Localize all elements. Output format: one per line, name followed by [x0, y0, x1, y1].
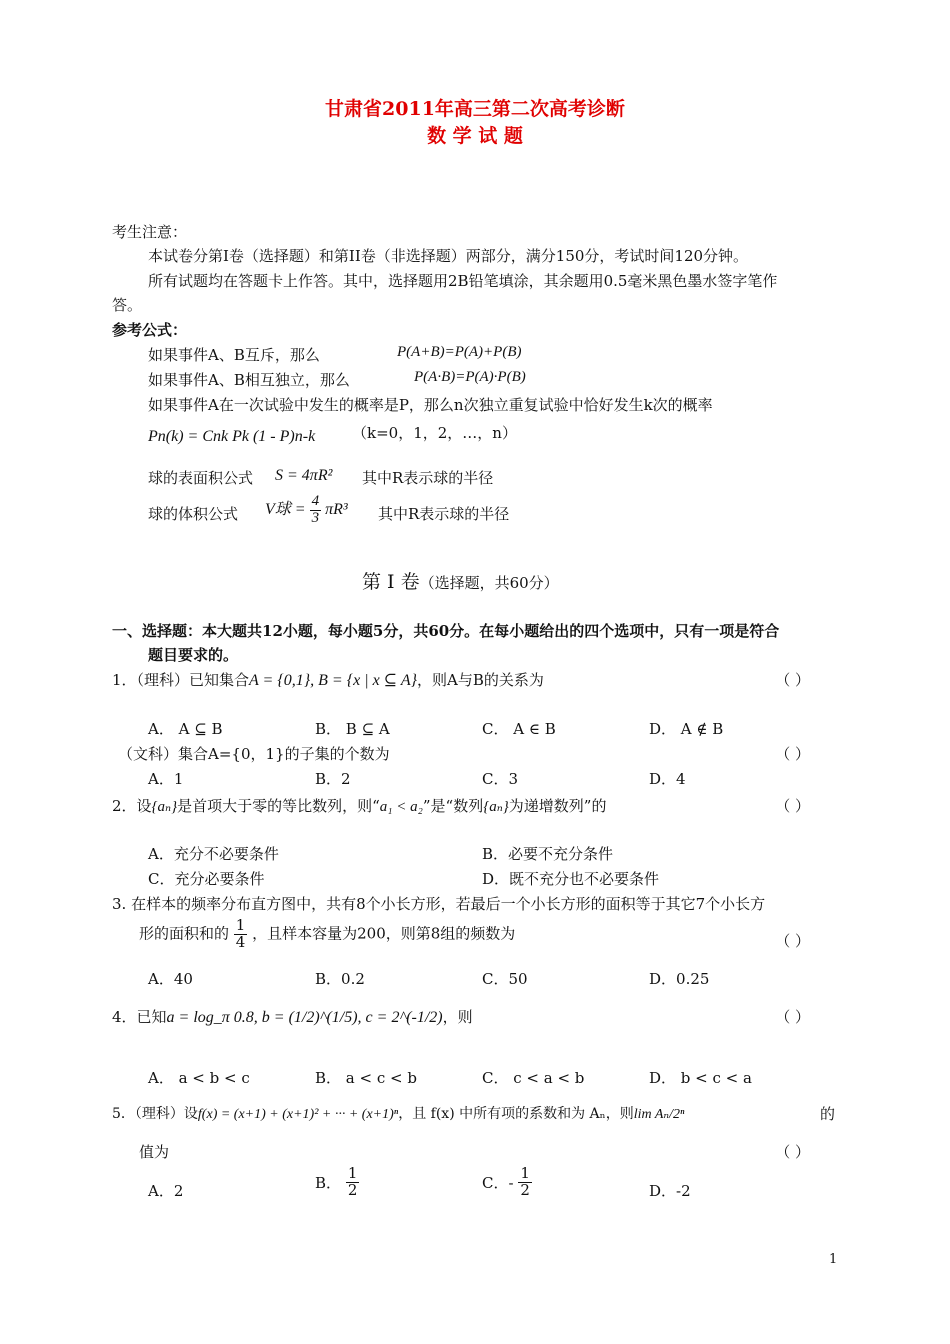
q5-option-b [315, 1166, 359, 1199]
q5-option-c-label: C．- [482, 1173, 514, 1192]
q3-line2-pre: 形的面积和的 [139, 924, 230, 943]
q2-seq-2: {aₙ} [483, 799, 509, 815]
q5-option-b-num: 1 [347, 1164, 358, 1182]
formulas-label: 参考公式： [112, 321, 188, 339]
q2-stem [112, 795, 606, 816]
notice-line1: 本试卷分第I卷（选择题）和第II卷（非选择题）两部分，满分150分，考试时间120分钟。 [148, 247, 749, 265]
formula3-note: （k=0，1，2，…，n） [352, 424, 517, 442]
q5-stem-pre: 5．（理科）设 [112, 1106, 198, 1122]
q2-cond: a₁ < a₂ [379, 799, 423, 815]
notice-label: 考生注意： [112, 223, 188, 241]
q5-option-a: A．2 [148, 1182, 184, 1200]
formula2-math: P(A·B)=P(A)·P(B) [414, 369, 526, 385]
q3-option-d: D．0.25 [649, 970, 710, 988]
q1-stem [112, 669, 544, 690]
q2-stem-mid2: ”是“数列 [422, 797, 484, 815]
q4-option-b: B． a < c < b [315, 1069, 417, 1087]
q1w-option-b: B．2 [315, 770, 351, 788]
q2-answer-paren: （ ） [775, 797, 810, 815]
formula4-text: 球的表面积公式 [148, 469, 254, 487]
q5-stem-lim: lim Aₙ/2ⁿ [633, 1107, 685, 1122]
q5-option-c-den: 2 [520, 1180, 530, 1199]
q2-option-c: C．充分必要条件 [148, 870, 265, 888]
notice-line2a: 所有试题均在答题卡上作答。其中，选择题用2B铅笔填涂，其余题用0.5毫米黑色墨水签字笔作 [148, 272, 778, 290]
q1w-option-a: A．1 [148, 770, 184, 788]
q3-fraction [234, 918, 248, 951]
q3-line2-post: ，且样本容量为200，则第8组的频数为 [252, 924, 516, 943]
q2-stem-pre: 2．设 [112, 797, 152, 815]
q3-answer-paren: （ ） [775, 932, 810, 950]
q3-option-b: B．0.2 [315, 970, 365, 988]
q5-stem-post: 的 [820, 1105, 836, 1123]
formula3-math: Pn(k) = Cnk Pk (1 - P)n-k [148, 428, 316, 445]
q1-stem-post: ，则A与B的关系为 [416, 671, 544, 689]
q4-option-a: A． a < b < c [148, 1069, 250, 1087]
q1-option-b: B． B ⊆ A [315, 720, 390, 738]
formula1-math: P(A+B)=P(A)+P(B) [397, 344, 522, 360]
section-title [362, 567, 559, 594]
formula5-fraction [310, 494, 322, 527]
formula5-math-post: πR³ [325, 500, 348, 518]
q4-stem-pre: 4．已知 [112, 1008, 167, 1026]
q2-option-a: A．充分不必要条件 [148, 845, 279, 863]
q3-line1: 3. 在样本的频率分布直方图中，共有8个小长方形，若最后一个小长方形的面积等于其它7个小长方 [112, 895, 766, 913]
formula5-frac-den: 3 [311, 509, 320, 526]
q1w-stem: （文科）集合A={0，1}的子集的个数为 [118, 745, 390, 763]
q5-option-c [482, 1166, 532, 1199]
q3-line2 [139, 918, 515, 951]
q4-option-d: D． b < c < a [649, 1069, 752, 1087]
formula5-math-pre: V球 = [265, 500, 306, 518]
q4-stem-math: a = log_π 0.8, b = (1/2)^(1/5), c = 2^(-1/2) [166, 1009, 443, 1026]
q3-option-c: C．50 [482, 970, 528, 988]
q3-frac-num: 1 [235, 916, 246, 934]
page-number: 1 [829, 1252, 838, 1267]
q1-option-a: A． A ⊆ B [148, 720, 223, 738]
q1w-option-c: C．3 [482, 770, 519, 788]
q5-stem-mid: ，且 f(x) 中所有项的系数和为 Aₙ，则 [398, 1106, 634, 1122]
q2-option-b: B．必要不充分条件 [482, 845, 614, 863]
formula5-frac-num: 4 [311, 493, 320, 509]
q5-option-c-num: 1 [520, 1164, 530, 1182]
part1-heading-line2: 题目要求的。 [148, 646, 239, 664]
q2-stem-post: 为递增数列”的 [508, 797, 607, 815]
q4-stem-post: ，则 [442, 1008, 473, 1026]
q5-option-b-den: 2 [347, 1180, 358, 1199]
q4-option-c: C． c < a < b [482, 1069, 585, 1087]
section-title-main: 第 I 卷 [362, 571, 420, 593]
q3-frac-den: 4 [235, 932, 246, 951]
title-line2: 数 学 试 题 [427, 125, 523, 147]
section-subtitle: （选择题，共60分） [419, 574, 559, 592]
q4-answer-paren: （ ） [775, 1008, 810, 1026]
q1w-option-d: D．4 [649, 770, 686, 788]
q1-answer-paren: （ ） [775, 671, 810, 689]
q1-stem-math: A = {0,1}, B = {x | x ⊆ A} [249, 672, 417, 689]
q1-option-c: C． A ∈ B [482, 720, 556, 738]
q5-option-c-fraction [518, 1166, 532, 1199]
notice-line2b: 答。 [112, 296, 143, 314]
q5-option-b-fraction [346, 1166, 360, 1199]
formula2-text: 如果事件A、B相互独立，那么 [148, 371, 350, 389]
q5-stem [112, 1103, 684, 1123]
formula5-note: 其中R表示球的半径 [378, 505, 510, 523]
title-line1: 甘肃省2011年高三第二次高考诊断 [325, 98, 625, 120]
q5-option-b-label: B． [315, 1173, 342, 1192]
q4-stem [112, 1006, 473, 1027]
q2-stem-mid1: 是首项大于零的等比数列，则“ [177, 797, 380, 815]
q2-option-d: D．既不充分也不必要条件 [482, 870, 660, 888]
q3-option-a: A．40 [148, 970, 193, 988]
q1-option-d: D． A ∉ B [649, 720, 724, 738]
formula4-math: S = 4πR² [275, 467, 333, 484]
formula5-math [265, 494, 348, 527]
q5-stem-math: f(x) = (x+1) + (x+1)² + ··· + (x+1)ⁿ [197, 1107, 399, 1122]
formula5-text: 球的体积公式 [148, 505, 239, 523]
q5-answer-paren: （ ） [775, 1143, 810, 1161]
q1-stem-pre: 1．（理科）已知集合 [112, 671, 250, 689]
formula4-note: 其中R表示球的半径 [362, 469, 494, 487]
q1w-answer-paren: （ ） [775, 745, 810, 763]
part1-heading-line1: 一、选择题：本大题共12小题，每小题5分，共60分。在每小题给出的四个选项中，只有一项是符合 [112, 622, 780, 640]
q2-seq: {aₙ} [151, 799, 178, 815]
q5-option-d: D．-2 [649, 1182, 691, 1200]
formula1-text: 如果事件A、B互斥，那么 [148, 346, 320, 364]
q5-line2: 值为 [139, 1143, 170, 1161]
formula3-text: 如果事件A在一次试验中发生的概率是P，那么n次独立重复试验中恰好发生k次的概率 [148, 396, 713, 414]
